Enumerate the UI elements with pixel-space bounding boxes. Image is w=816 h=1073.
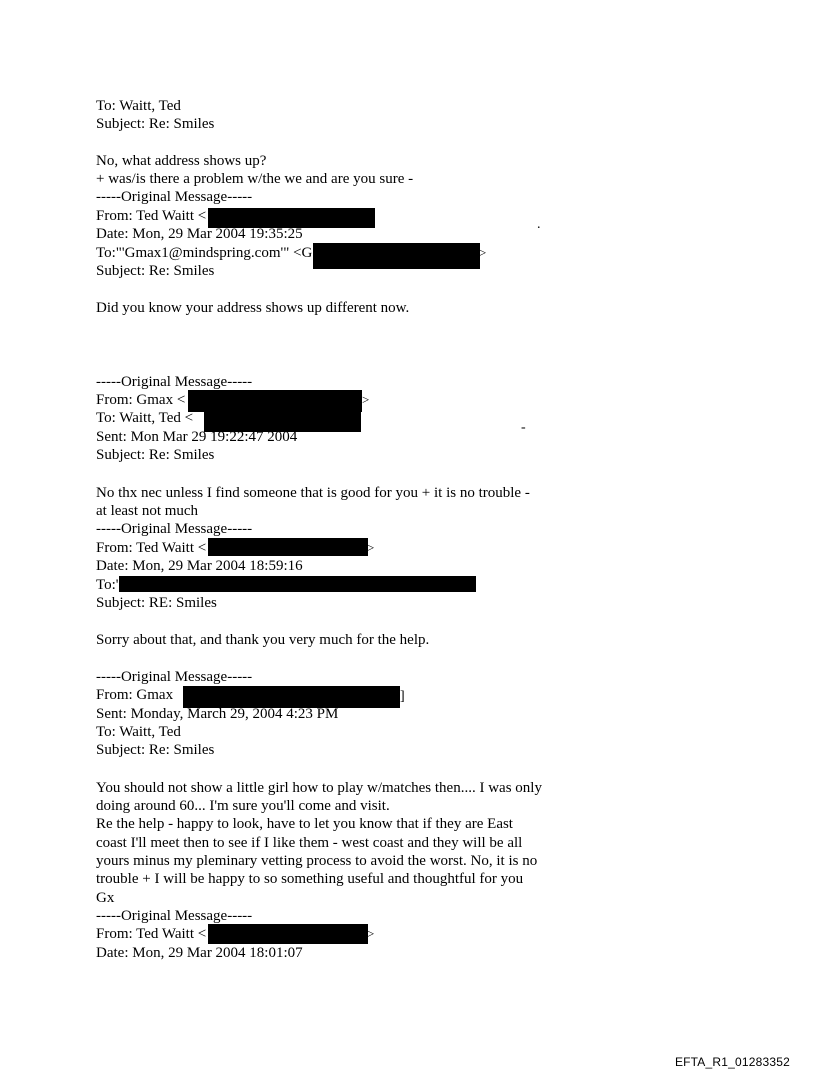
original-message-separator: -----Original Message----- bbox=[96, 374, 253, 390]
redaction-bar bbox=[119, 576, 476, 592]
header-subject: Subject: Re: Smiles bbox=[96, 116, 215, 132]
redaction-bar bbox=[208, 924, 368, 944]
subject-line: Subject: Re: Smiles bbox=[96, 742, 215, 758]
from-line-close-bracket: ] bbox=[400, 689, 405, 704]
message-body-line: at least not much bbox=[96, 503, 199, 519]
from-line: From: Ted Waitt < bbox=[96, 208, 207, 224]
from-line-close-bracket: > bbox=[367, 540, 375, 555]
message-body-line: + was/is there a problem w/the we and are you sure - bbox=[96, 171, 414, 187]
header-to: To: Waitt, Ted bbox=[96, 98, 181, 114]
message-signature: Gx bbox=[96, 890, 115, 906]
redaction-bar bbox=[208, 538, 368, 556]
message-body-line: No thx nec unless I find someone that is good for you + it is no trouble - bbox=[96, 485, 530, 501]
subject-line: Subject: Re: Smiles bbox=[96, 263, 215, 279]
subject-line: Subject: RE: Smiles bbox=[96, 595, 217, 611]
to-line: To:"'Gmax1@mindspring.com'" <G bbox=[96, 245, 313, 261]
message-body-line: You should not show a little girl how to play w/matches then.... I was only bbox=[96, 780, 542, 796]
redaction-bar bbox=[313, 243, 480, 269]
sent-line: Sent: Monday, March 29, 2004 4:23 PM bbox=[96, 706, 339, 722]
to-line: To: Waitt, Ted < bbox=[96, 410, 194, 426]
original-message-separator: -----Original Message----- bbox=[96, 521, 253, 537]
message-body-line: yours minus my pleminary vetting process to avoid the worst. No, it is no bbox=[96, 853, 538, 869]
to-line-close-bracket: > bbox=[479, 245, 487, 260]
stray-dot-mark: . bbox=[537, 217, 541, 232]
from-line: From: Ted Waitt < bbox=[96, 540, 207, 556]
original-message-separator: -----Original Message----- bbox=[96, 669, 253, 685]
original-message-separator: -----Original Message----- bbox=[96, 189, 253, 205]
stray-dash-mark: - bbox=[521, 420, 526, 435]
message-body-line: No, what address shows up? bbox=[96, 153, 267, 169]
from-line-close-bracket: > bbox=[367, 926, 375, 941]
date-line: Date: Mon, 29 Mar 2004 18:59:16 bbox=[96, 558, 303, 574]
redaction-bar bbox=[188, 390, 362, 412]
date-line: Date: Mon, 29 Mar 2004 19:35:25 bbox=[96, 226, 303, 242]
message-body-line: Re the help - happy to look, have to let you know that if they are East bbox=[96, 816, 513, 832]
from-line: From: Ted Waitt < bbox=[96, 926, 207, 942]
from-line: From: Gmax < bbox=[96, 392, 186, 408]
message-body-line: doing around 60... I'm sure you'll come and visit. bbox=[96, 798, 390, 814]
document-id-label: EFTA_R1_01283352 bbox=[674, 1055, 790, 1069]
to-line: To: Waitt, Ted bbox=[96, 724, 181, 740]
subject-line: Subject: Re: Smiles bbox=[96, 447, 215, 463]
sent-line: Sent: Mon Mar 29 19:22:47 2004 bbox=[96, 429, 298, 445]
message-body-line: Did you know your address shows up different now. bbox=[96, 300, 410, 316]
to-line: To:' bbox=[96, 577, 119, 593]
from-line-close-bracket: > bbox=[362, 392, 370, 407]
original-message-separator: -----Original Message----- bbox=[96, 908, 253, 924]
message-body-line: trouble + I will be happy to so something useful and thoughtful for you bbox=[96, 871, 524, 887]
message-body-line: Sorry about that, and thank you very much for the help. bbox=[96, 632, 430, 648]
from-line: From: Gmax bbox=[96, 687, 174, 703]
date-line: Date: Mon, 29 Mar 2004 18:01:07 bbox=[96, 945, 303, 961]
message-body-line: coast I'll meet then to see if I like them - west coast and they will be all bbox=[96, 835, 523, 851]
